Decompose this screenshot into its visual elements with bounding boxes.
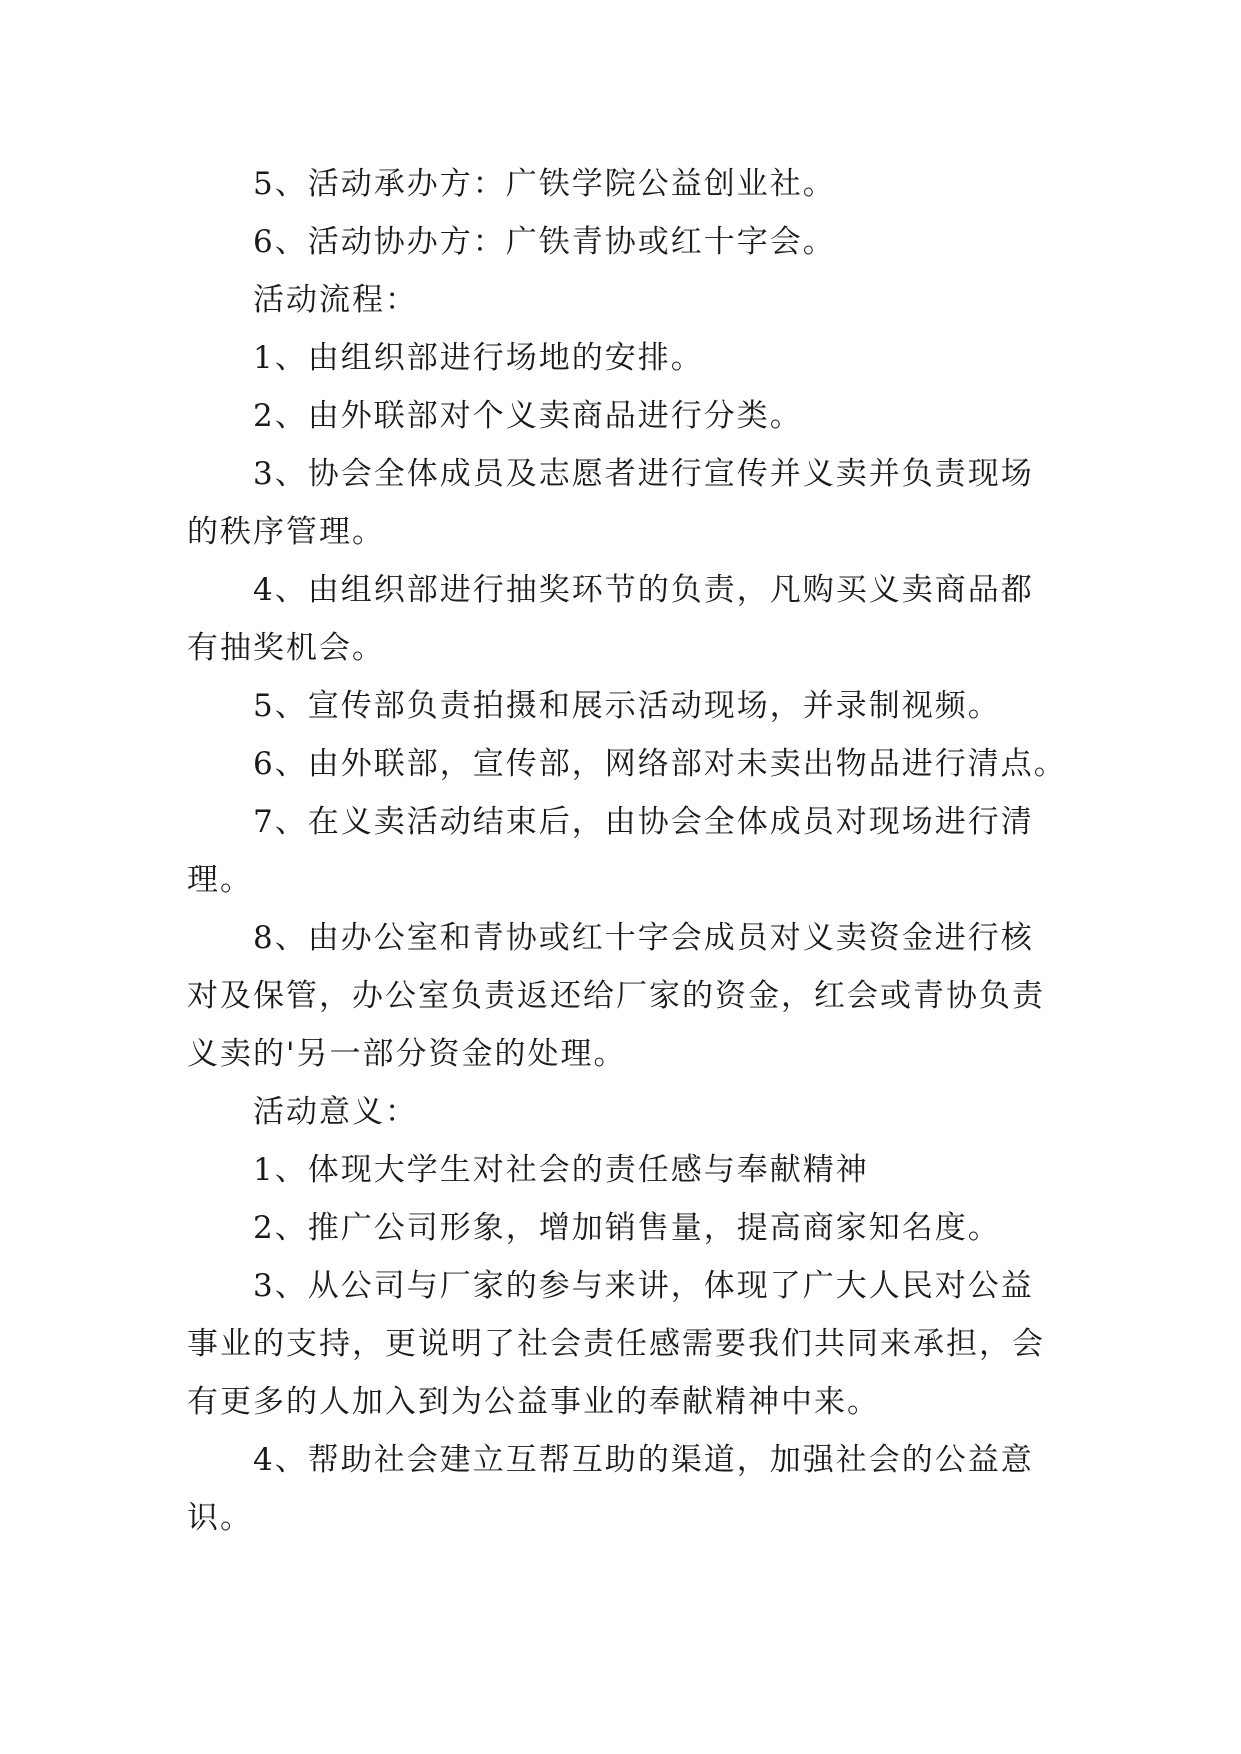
text-line: 理。 xyxy=(187,862,253,898)
text-line: 6、活动协办方：广铁青协或红十字会。 xyxy=(253,224,836,260)
text-line: 3、从公司与厂家的参与来讲，体现了广大人民对公益 xyxy=(253,1268,1034,1304)
text-line: 事业的支持，更说明了社会责任感需要我们共同来承担，会 xyxy=(187,1326,1045,1362)
text-line: 6、由外联部，宣传部，网络部对未卖出物品进行清点。 xyxy=(253,746,1067,782)
section-heading: 活动意义： xyxy=(253,1094,418,1130)
text-line: 对及保管，办公室负责返还给厂家的资金，红会或青协负责 xyxy=(187,978,1045,1014)
text-line: 5、宣传部负责拍摄和展示活动现场，并录制视频。 xyxy=(253,688,1001,724)
text-line: 4、由组织部进行抽奖环节的负责，凡购买义卖商品都 xyxy=(253,572,1034,608)
text-line: 1、由组织部进行场地的安排。 xyxy=(253,340,704,376)
text-line: 义卖的'另一部分资金的处理。 xyxy=(187,1036,627,1072)
text-line: 5、活动承办方：广铁学院公益创业社。 xyxy=(253,166,836,202)
text-line: 2、由外联部对个义卖商品进行分类。 xyxy=(253,398,803,434)
text-line: 8、由办公室和青协或红十字会成员对义卖资金进行核 xyxy=(253,920,1034,956)
text-line: 7、在义卖活动结束后，由协会全体成员对现场进行清 xyxy=(253,804,1034,840)
text-line: 有抽奖机会。 xyxy=(187,630,385,666)
section-heading: 活动流程： xyxy=(253,282,418,318)
text-line: 3、协会全体成员及志愿者进行宣传并义卖并负责现场 xyxy=(253,456,1034,492)
text-line: 有更多的人加入到为公益事业的奉献精神中来。 xyxy=(187,1384,880,1420)
text-line: 的秩序管理。 xyxy=(187,514,385,550)
text-line: 2、推广公司形象，增加销售量，提高商家知名度。 xyxy=(253,1210,1001,1246)
text-line: 识。 xyxy=(187,1500,253,1536)
text-line: 1、体现大学生对社会的责任感与奉献精神 xyxy=(253,1152,869,1188)
text-line: 4、帮助社会建立互帮互助的渠道，加强社会的公益意 xyxy=(253,1442,1034,1478)
